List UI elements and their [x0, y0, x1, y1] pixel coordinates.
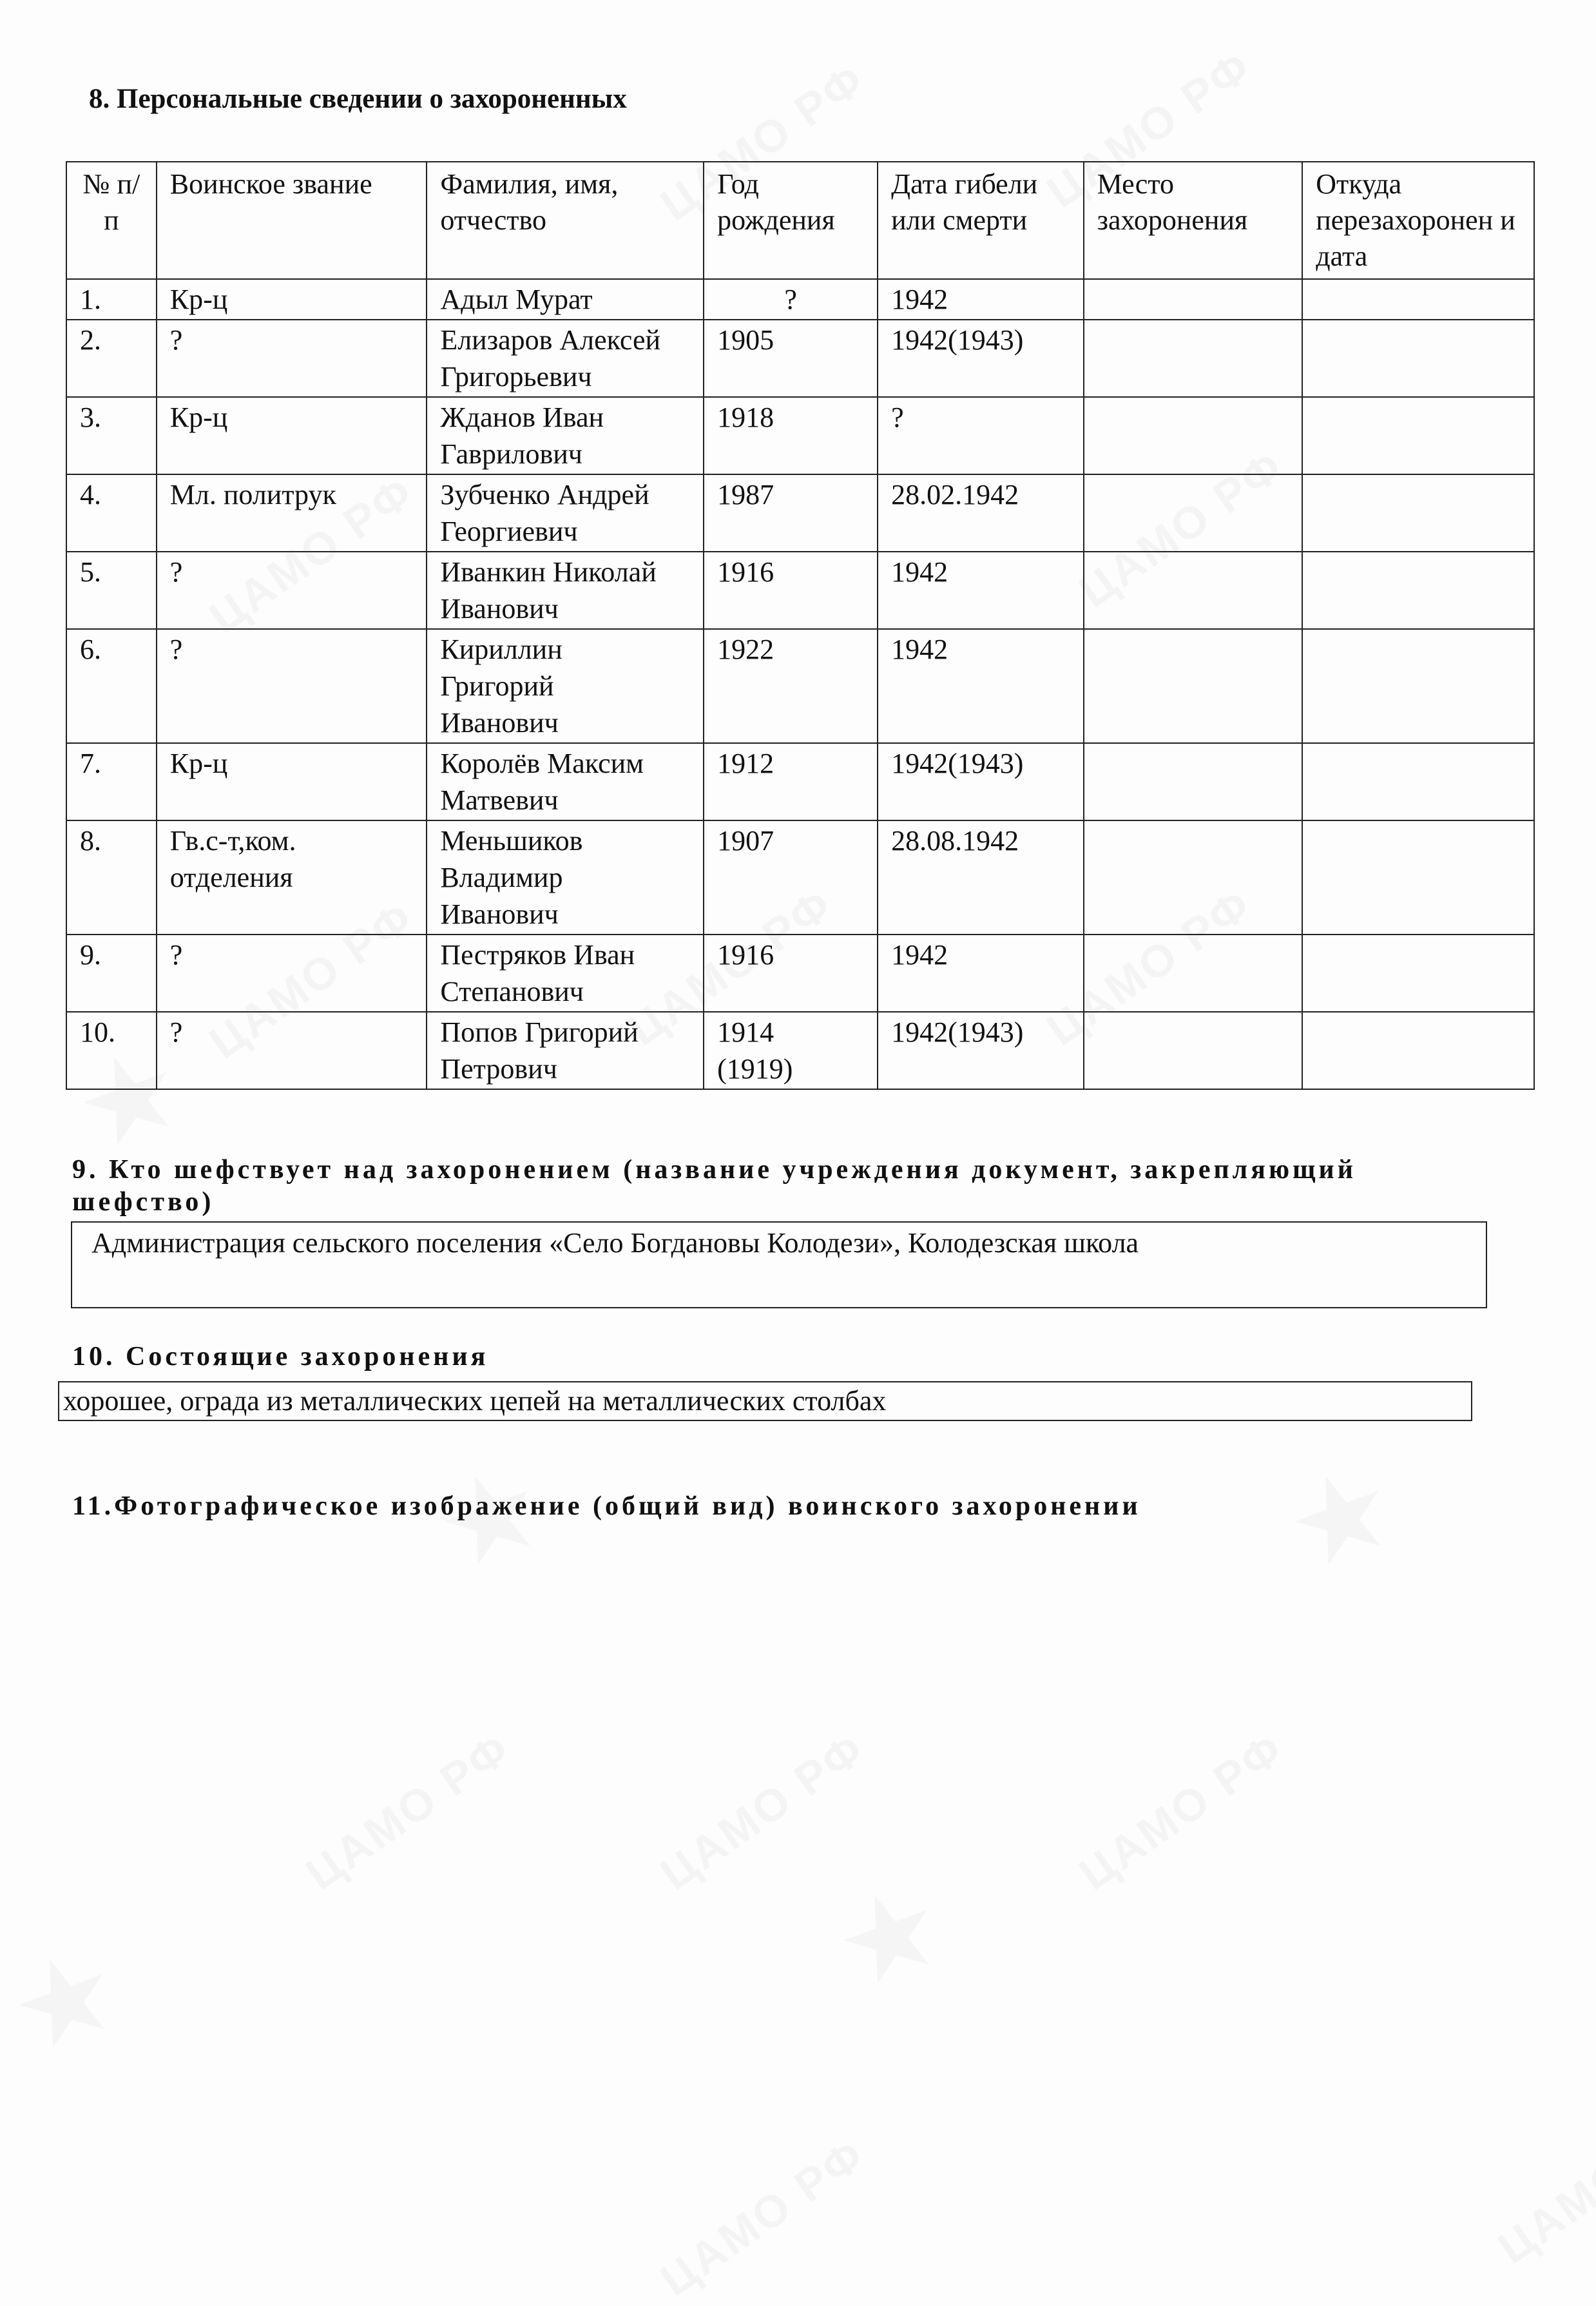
patronage-value: Администрация сельского поселения «Село Богдановы Колодези», Колодезская школа: [91, 1227, 1139, 1259]
cell-birth: 1914 (1919): [704, 1012, 878, 1089]
cell-name: Меньшиков Владимир Иванович: [427, 820, 704, 935]
table-row: [66, 1012, 1534, 1089]
cell-place: [1084, 552, 1303, 629]
cell-from: [1302, 935, 1534, 1012]
column-header-number: № п/п: [66, 162, 157, 279]
cell-name: Попов Григорий Петрович: [427, 1012, 704, 1089]
cell-birth: 1905: [704, 320, 878, 397]
cell-from: [1302, 279, 1534, 320]
section-9-title: 9. Кто шефствует над захоронением (название учреждения документ, закрепляющий шефство): [72, 1155, 1356, 1217]
cell-death: 28.02.1942: [878, 474, 1084, 552]
watermark-star-icon: [1269, 1437, 1412, 1599]
cell-rank: ?: [157, 1012, 427, 1089]
table-row: [66, 279, 1534, 320]
column-header-reburied-from: Откуда перезахоронен и дата: [1302, 162, 1534, 279]
cell-number: 7.: [66, 743, 157, 820]
burials-table: [66, 161, 1535, 1090]
cell-place: [1084, 629, 1303, 743]
patronage-field: [71, 1221, 1487, 1308]
cell-rank: ?: [157, 935, 427, 1012]
cell-death: 1942(1943): [878, 1012, 1084, 1089]
cell-name: Королёв Максим Матвевич: [427, 743, 704, 820]
cell-number: 5.: [66, 552, 157, 629]
cell-death: 1942: [878, 552, 1084, 629]
table-row: [66, 320, 1534, 397]
watermark-star-icon: [0, 1920, 137, 2082]
table-row: [66, 935, 1534, 1012]
watermark-text: [296, 1722, 520, 1900]
cell-from: [1302, 743, 1534, 820]
cell-from: [1302, 820, 1534, 935]
cell-place: [1084, 935, 1303, 1012]
cell-from: [1302, 1012, 1534, 1089]
condition-value: хорошее, ограда из металлических цепей на металлических столбах: [63, 1385, 887, 1417]
cell-death: 1942(1943): [878, 320, 1084, 397]
condition-field: [58, 1381, 1472, 1421]
cell-number: 3.: [66, 397, 157, 474]
cell-place: [1084, 743, 1303, 820]
table-row: [66, 397, 1534, 474]
cell-number: 2.: [66, 320, 157, 397]
cell-rank: Гв.с-т,ком. отделения: [157, 820, 427, 935]
table-row: [66, 820, 1534, 935]
column-header-rank: Воинское звание: [157, 162, 427, 279]
table-row: [66, 629, 1534, 743]
table-row: [66, 743, 1534, 820]
cell-from: [1302, 552, 1534, 629]
cell-birth: ?: [704, 279, 878, 320]
cell-birth: 1922: [704, 629, 878, 743]
table-row: [66, 552, 1534, 629]
cell-number: 4.: [66, 474, 157, 552]
cell-birth: 1987: [704, 474, 878, 552]
cell-rank: Кр-ц: [157, 397, 427, 474]
cell-birth: 1907: [704, 820, 878, 935]
cell-death: 1942(1943): [878, 743, 1084, 820]
section-10-title: 10. Состоящие захоронения: [72, 1342, 489, 1371]
column-header-birth-year: Год рождения: [704, 162, 878, 279]
cell-place: [1084, 279, 1303, 320]
cell-death: ?: [878, 397, 1084, 474]
cell-death: 1942: [878, 279, 1084, 320]
cell-birth: 1912: [704, 743, 878, 820]
watermark-text: [651, 2128, 874, 2306]
cell-from: [1302, 320, 1534, 397]
watermark-text: [651, 1722, 874, 1900]
table-header-row: [66, 162, 1534, 279]
section-11-title: 11.Фотографическое изображение (общий вид) воинского захоронении: [72, 1491, 1141, 1521]
cell-name: Иванкин Николай Иванович: [427, 552, 704, 629]
cell-number: 1.: [66, 279, 157, 320]
cell-name: Пестряков Иван Степанович: [427, 935, 704, 1012]
cell-name: Зубченко Андрей Георгиевич: [427, 474, 704, 552]
cell-number: 6.: [66, 629, 157, 743]
cell-number: 10.: [66, 1012, 157, 1089]
cell-from: [1302, 629, 1534, 743]
watermark-text: [1070, 1722, 1293, 1900]
column-header-full-name: Фамилия, имя, отчество: [427, 162, 704, 279]
cell-place: [1084, 397, 1303, 474]
cell-rank: Мл. политрук: [157, 474, 427, 552]
cell-rank: Кр-ц: [157, 279, 427, 320]
cell-birth: 1916: [704, 552, 878, 629]
cell-place: [1084, 474, 1303, 552]
cell-place: [1084, 320, 1303, 397]
cell-place: [1084, 1012, 1303, 1089]
column-header-burial-place: Место захоронения: [1084, 162, 1303, 279]
cell-from: [1302, 474, 1534, 552]
watermark-text: [1488, 2096, 1596, 2274]
cell-rank: ?: [157, 320, 427, 397]
cell-birth: 1918: [704, 397, 878, 474]
cell-death: 1942: [878, 629, 1084, 743]
cell-from: [1302, 397, 1534, 474]
cell-number: 9.: [66, 935, 157, 1012]
cell-name: Кириллин Григорий Иванович: [427, 629, 704, 743]
table-row: [66, 474, 1534, 552]
cell-name: Адыл Мурат: [427, 279, 704, 320]
cell-birth: 1916: [704, 935, 878, 1012]
cell-rank: ?: [157, 629, 427, 743]
cell-death: 28.08.1942: [878, 820, 1084, 935]
cell-place: [1084, 820, 1303, 935]
section-8-title: 8. Персональные сведении о захороненных: [89, 84, 627, 114]
cell-rank: Кр-ц: [157, 743, 427, 820]
watermark-star-icon: [818, 1855, 961, 2018]
cell-death: 1942: [878, 935, 1084, 1012]
cell-name: Елизаров Алексей Григорьевич: [427, 320, 704, 397]
cell-rank: ?: [157, 552, 427, 629]
column-header-death-date: Дата гибели или смерти: [878, 162, 1084, 279]
cell-number: 8.: [66, 820, 157, 935]
cell-name: Жданов Иван Гаврилович: [427, 397, 704, 474]
